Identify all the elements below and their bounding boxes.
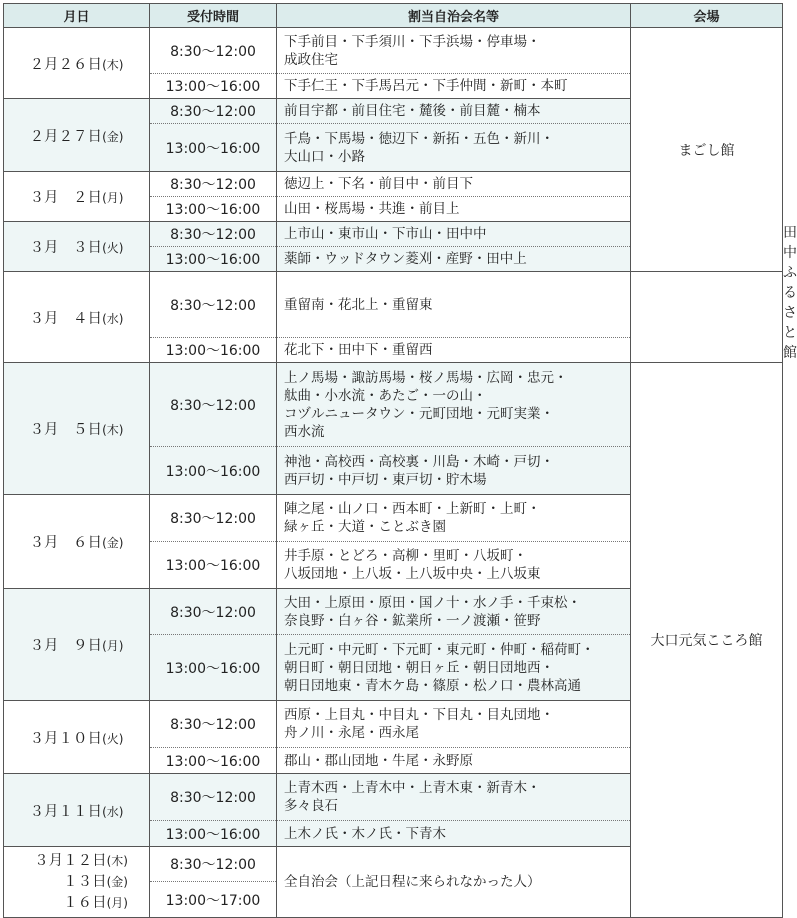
header-time: 受付時間: [150, 4, 277, 28]
association-line: 陣之尾・山ノ口・西本町・上新町・上町・: [284, 501, 541, 517]
time-cell: 8:30～12:00: [150, 589, 277, 635]
association-cell: [277, 197, 631, 222]
date-cell: [4, 847, 150, 918]
time-cell: 13:00～16:00: [150, 635, 277, 701]
association-line: 前目宇都・前目住宅・麓後・前目麓・楠本: [284, 103, 541, 119]
association-cell: [277, 338, 631, 363]
association-line: 上元町・中元町・下元町・東元町・仲町・稲荷町・: [284, 641, 595, 658]
association-line: 西原・上目丸・中目丸・下目丸・目丸団地・: [284, 707, 554, 723]
association-cell: [277, 495, 631, 542]
association-cell: 全自治会（上記日程に来られなかった人）: [277, 847, 631, 918]
time-cell: 8:30～12:00: [150, 701, 277, 748]
time-cell: 8:30～12:00: [150, 495, 277, 542]
venue-cell: まごし館: [631, 28, 783, 272]
association-line: 西水流: [284, 423, 325, 440]
date-cell: [4, 28, 150, 99]
association-line: 朝日町・朝日団地・朝日ヶ丘・朝日団地西・: [284, 659, 554, 676]
weekday-text: (月): [102, 191, 124, 205]
weekday-text: (木): [102, 57, 124, 72]
time-cell: 13:00～16:00: [150, 124, 277, 172]
association-line: 徳辺上・下名・前目中・前目下: [284, 176, 473, 192]
association-line: 奈良野・白ヶ谷・鉱業所・一ノ渡瀬・笹野: [284, 612, 541, 629]
association-line: 下手仁王・下手馬呂元・下手仲間・新町・本町: [284, 78, 568, 94]
time-cell: 8:30～12:00: [150, 28, 277, 74]
date-text: ３月 ５日: [29, 422, 103, 438]
association-line: 薬師・ウッドタウン菱刈・産野・田中上: [284, 251, 527, 267]
time-cell: 13:00～17:00: [150, 882, 277, 918]
time-cell: 8:30～12:00: [150, 847, 277, 882]
table-row: [4, 28, 783, 74]
association-line: 舦曲・小水流・あたご・一の山・: [284, 387, 487, 404]
association-line: 西戸切・中戸切・東戸切・貯木場: [284, 471, 487, 488]
venue-cell: 大口元気こころ館: [631, 363, 783, 918]
date-text: ３月１２日: [34, 852, 107, 869]
date-text: ３月 ９日: [29, 638, 103, 654]
association-line: 重留南・花北上・重留東: [284, 296, 433, 313]
association-line: 下手前目・下手須川・下手浜場・停車場・: [284, 33, 541, 50]
time-cell: 13:00～16:00: [150, 247, 277, 272]
weekday-text: (金): [102, 536, 124, 550]
association-cell: [277, 247, 631, 272]
association-cell: [277, 821, 631, 847]
weekday-text: (月): [102, 639, 124, 653]
table-row: [4, 272, 783, 338]
table-row: ３月 ３日(火) 8:30～12:00 上市山・東市山・下市山・田中中 田中ふるさと館: [4, 222, 783, 247]
weekday-text: (月): [106, 895, 128, 910]
date-cell: [4, 272, 150, 363]
time-cell: 13:00～16:00: [150, 821, 277, 847]
time-cell: 8:30～12:00: [150, 363, 277, 447]
time-cell: 8:30～12:00: [150, 222, 277, 247]
date-line: [4, 851, 149, 872]
date-text: ３月１０日: [29, 730, 103, 747]
date-line: [4, 872, 149, 893]
association-line: 井手原・とどろ・高柳・里町・八坂町・: [284, 548, 527, 564]
weekday-text: (金): [102, 129, 124, 144]
time-cell: 8:30～12:00: [150, 172, 277, 197]
weekday-text: (木): [106, 853, 128, 868]
schedule-table: [3, 3, 797, 918]
date-cell: [4, 495, 150, 589]
time-cell: 8:30～12:00: [150, 272, 277, 338]
association-cell: [277, 28, 631, 74]
header-association: 割当自治会名等: [277, 4, 631, 28]
date-cell: [4, 363, 150, 495]
association-line: 山田・桜馬場・共進・前目上: [284, 201, 460, 217]
association-line: 上ノ馬場・諏訪馬場・桜ノ馬場・広岡・忠元・: [284, 369, 568, 386]
time-cell: 13:00～16:00: [150, 197, 277, 222]
association-line: 花北下・田中下・重留西: [284, 342, 433, 358]
time-cell: 13:00～16:00: [150, 748, 277, 774]
header-venue: 会場: [631, 4, 783, 28]
header-date: 月日: [4, 4, 150, 28]
association-line: 上市山・東市山・下市山・田中中: [284, 226, 487, 242]
date-text: １６日: [63, 894, 107, 911]
association-line: 大田・上原田・原田・国ノ十・水ノ手・千束松・: [284, 594, 581, 611]
association-cell: [277, 172, 631, 197]
weekday-text: (水): [102, 311, 124, 326]
time-cell: 13:00～16:00: [150, 338, 277, 363]
time-cell: 13:00～16:00: [150, 74, 277, 99]
date-line: [4, 893, 149, 914]
association-cell: [277, 222, 631, 247]
association-line: 朝日団地東・青木ケ島・篠原・松ノ口・農林高通: [284, 677, 581, 694]
association-cell: [277, 447, 631, 495]
association-line: 郡山・郡山団地・牛尾・永野原: [284, 752, 473, 769]
association-line: 多々良石: [284, 798, 338, 814]
time-cell: 8:30～12:00: [150, 99, 277, 124]
association-line: コヅルニュータウン・元町団地・元町実業・: [284, 405, 554, 422]
date-text: ２月２６日: [29, 56, 103, 73]
time-cell: 13:00～16:00: [150, 542, 277, 589]
association-line: 上青木西・上青木中・上青木東・新青木・: [284, 780, 541, 796]
weekday-text: (火): [102, 241, 124, 255]
association-cell: [277, 74, 631, 99]
weekday-text: (金): [106, 874, 128, 889]
table-row: [4, 363, 783, 447]
association-line: 神池・高校西・高校裏・川島・木崎・戸切・: [284, 453, 554, 470]
date-text: １３日: [63, 873, 107, 890]
association-cell: [277, 363, 631, 447]
association-cell: [277, 774, 631, 821]
association-cell: [277, 589, 631, 635]
time-cell: 8:30～12:00: [150, 774, 277, 821]
date-cell: [4, 701, 150, 774]
weekday-text: (水): [102, 804, 124, 819]
association-line: 舟ノ川・永尾・西永尾: [284, 725, 419, 741]
association-cell: [277, 748, 631, 774]
date-text: ３月 ６日: [29, 535, 103, 551]
date-text: ３月 ４日: [29, 310, 103, 327]
weekday-text: (火): [102, 731, 124, 746]
header-row: [4, 4, 783, 28]
association-line: 上木ノ氏・木ノ氏・下青木: [284, 825, 446, 842]
date-cell: [4, 99, 150, 172]
association-line: 八坂団地・上八坂・上八坂中央・上八坂東: [284, 566, 541, 582]
date-text: ３月 ２日: [29, 190, 103, 206]
weekday-text: (木): [102, 423, 124, 437]
association-cell: [277, 124, 631, 172]
date-text: ３月１１日: [29, 803, 103, 820]
association-cell: [277, 635, 631, 701]
association-cell: [277, 272, 631, 338]
association-line: 成政住宅: [284, 51, 338, 68]
date-cell: [4, 589, 150, 701]
date-cell: [4, 222, 150, 272]
date-text: ２月２７日: [29, 128, 103, 145]
date-cell: [4, 172, 150, 222]
association-cell: [277, 701, 631, 748]
association-line: 大山口・小路: [284, 148, 365, 165]
date-cell: [4, 774, 150, 847]
association-line: 緑ヶ丘・大道・ことぶき園: [284, 519, 446, 535]
date-text: ３月 ３日: [29, 240, 103, 256]
association-cell: [277, 542, 631, 589]
time-cell: 13:00～16:00: [150, 447, 277, 495]
association-line: 千鳥・下馬場・徳辺下・新拓・五色・新川・: [284, 130, 554, 147]
association-cell: [277, 99, 631, 124]
